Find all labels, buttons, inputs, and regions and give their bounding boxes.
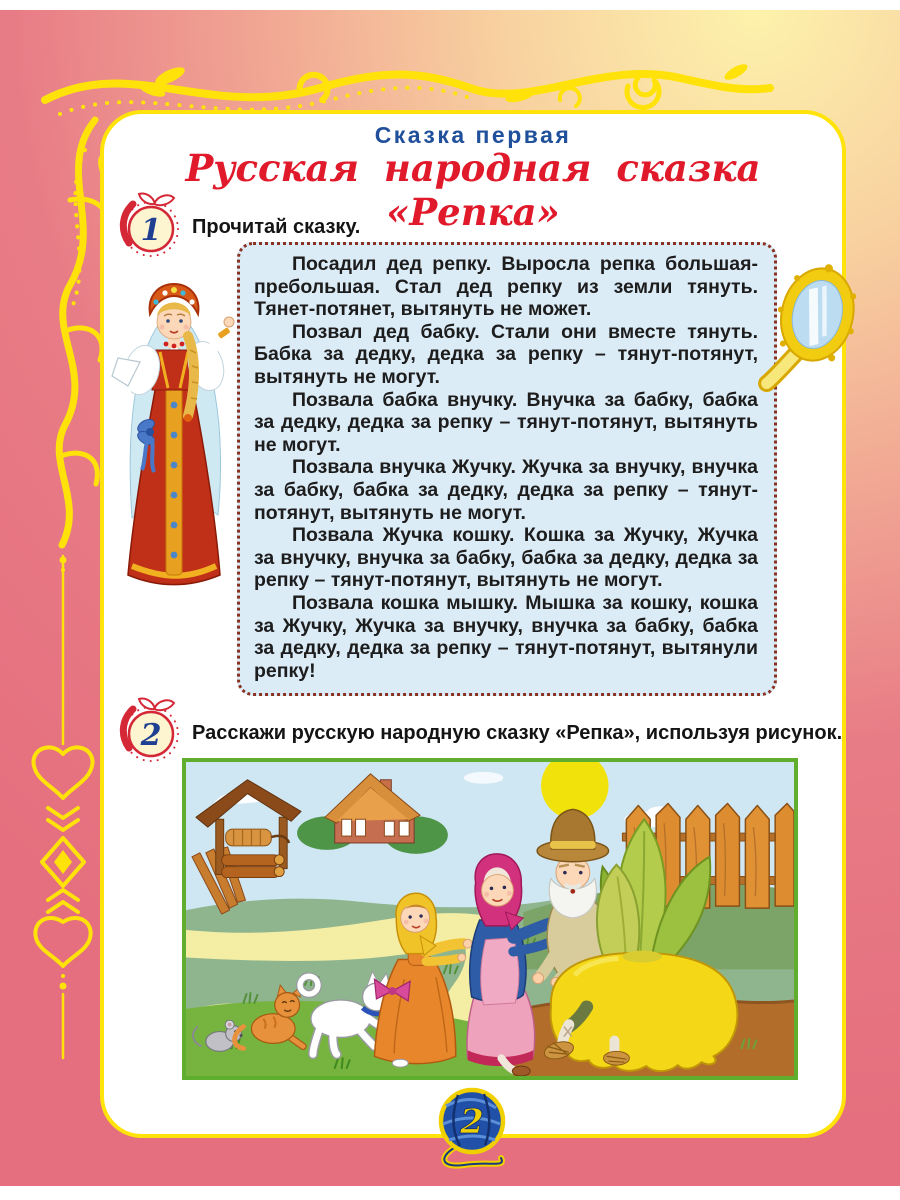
story-paragraph: Посадил дед репку. Выросла репка большая-пребольшая. Стал дед репку из земли тянуть. Тянет-потянет, вытянуть не может. xyxy=(254,253,758,321)
task-1-badge xyxy=(118,192,182,258)
story-paragraph: Позвала бабка внучку. Внучка за бабку, бабка за дедку, дедка за репку – тянут-потянут, вытянуть не могут. xyxy=(254,388,758,456)
story-paragraph: Позвала кошка мышку. Мышка за кошку, кошка за Жучку, Жучка за внучку, внучка за бабку, бабка за дедку, дедка за репку – тянут-потянут, вытянули репку! xyxy=(254,591,758,682)
page-title: Русская народная сказка «Репка» xyxy=(185,146,761,234)
page-number: 2 xyxy=(460,1102,484,1142)
task-2-instruction: Расскажи русскую народную сказку «Репка», используя рисунок. xyxy=(192,722,843,744)
story-text-box xyxy=(237,242,777,696)
task-2-badge xyxy=(118,697,182,763)
page-number-yarn-ball xyxy=(434,1084,512,1174)
series-label: Сказка первая xyxy=(374,122,572,148)
task-2-number: 2 xyxy=(140,718,162,753)
story-paragraph: Позвал дед бабку. Стали они вместе тянуть. Бабка за дедку, дедка за репку – тянут-потянут, вытянуть не могут. xyxy=(254,320,758,388)
content-panel xyxy=(100,110,846,1138)
story-paragraph: Позвала внучка Жучку. Жучка за внучку, внучка за бабку, бабка за дедку, дедка за репку – тянут-потянут, вытянуть не могут. xyxy=(254,456,758,524)
task-1-number: 1 xyxy=(140,213,162,248)
task-1-instruction: Прочитай сказку. xyxy=(192,216,361,238)
turnip-tale-scene-illustration xyxy=(182,758,798,1080)
russian-maiden-illustration xyxy=(104,250,244,592)
story-paragraph: Позвала Жучка кошку. Кошка за Жучку, Жучка за внучку, внучка за бабку, бабка за дедку, дедка за репку – тянут-потянут, вытянуть не могут. xyxy=(254,524,758,592)
